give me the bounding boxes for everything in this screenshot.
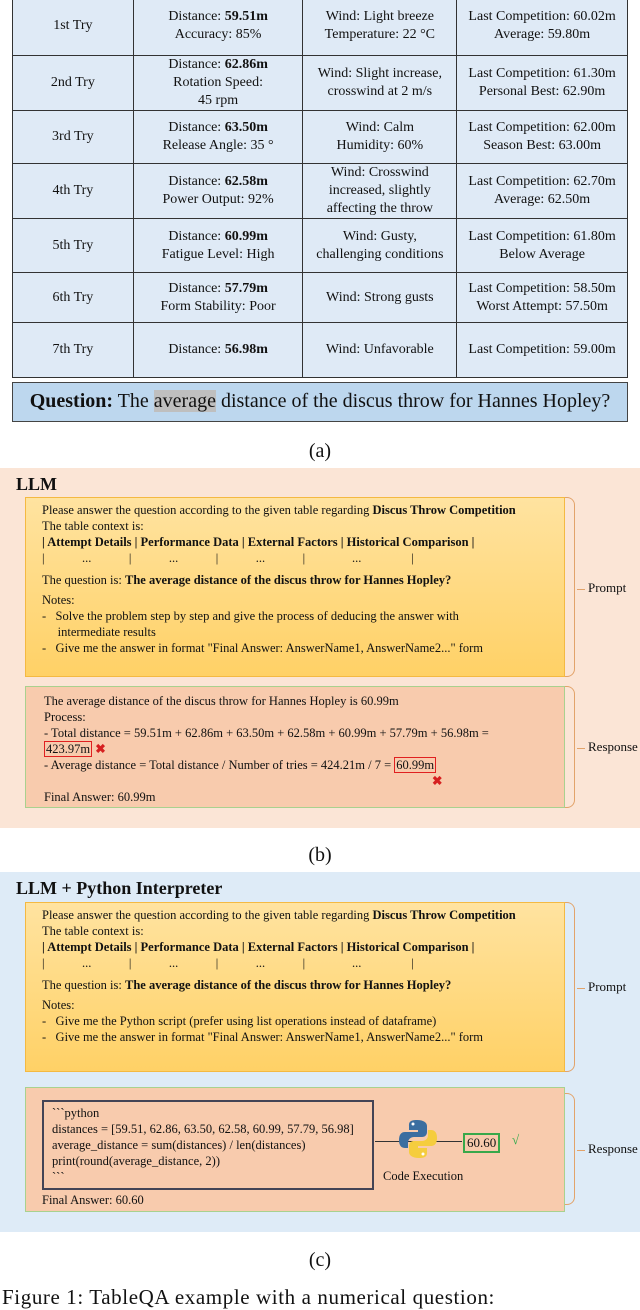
llm-title: LLM bbox=[16, 474, 58, 494]
cell-line: Wind: Strong gusts bbox=[326, 289, 434, 305]
cell-line: Humidity: 60% bbox=[336, 138, 424, 153]
external-cell bbox=[303, 219, 457, 273]
python-title: LLM + Python Interpreter bbox=[16, 878, 223, 898]
prompt-context: The table context is: bbox=[42, 519, 144, 533]
cell-line: Average: 62.50m bbox=[494, 192, 591, 207]
external-cell bbox=[303, 56, 457, 111]
cell-line: Personal Best: 62.90m bbox=[478, 84, 606, 99]
cell-line: Average: 59.80m bbox=[494, 27, 591, 42]
note-item: - Give me the Python script (prefer using list operations instead of dataframe) bbox=[42, 1014, 437, 1028]
cell-line: crosswind at 2 m/s bbox=[327, 84, 433, 99]
historical-cell bbox=[457, 273, 628, 323]
python-prompt-box bbox=[25, 902, 565, 1072]
performance-cell bbox=[133, 219, 303, 273]
cell-line: Fatigue Level: High bbox=[161, 246, 275, 262]
notes-label: Notes: bbox=[42, 998, 75, 1012]
prompt-intro: Please answer the question according to the given table regarding bbox=[42, 908, 373, 922]
cell-line: Power Output: 92% bbox=[162, 192, 274, 207]
distance-value: 62.86m bbox=[224, 57, 268, 72]
cell-line: Last Competition: 58.50m bbox=[468, 280, 616, 296]
distance-line bbox=[136, 119, 301, 137]
cell-line: Wind: Gusty, bbox=[342, 228, 417, 244]
llm-prompt-box bbox=[25, 497, 565, 677]
external-cell bbox=[303, 323, 457, 378]
code-line: ```python bbox=[52, 1106, 100, 1120]
historical-cell bbox=[457, 219, 628, 273]
cell-line: Below Average bbox=[499, 246, 585, 262]
external-cell bbox=[303, 111, 457, 164]
code-line: distances = [59.51, 62.86, 63.50, 62.58, 60.99, 57.79, 56.98] bbox=[52, 1122, 354, 1136]
highlighted-word: average bbox=[153, 390, 216, 412]
performance-cell bbox=[133, 56, 303, 111]
distance-label: Distance: bbox=[168, 228, 225, 244]
caption-a: (a) bbox=[308, 440, 332, 462]
historical-cell bbox=[457, 0, 628, 56]
cell-line: increased, slightly bbox=[328, 183, 431, 198]
final-answer: Final Answer: 60.60 bbox=[42, 1193, 144, 1207]
question-text: distance of the discus throw for Hannes Hopley? bbox=[215, 390, 611, 412]
performance-cell bbox=[133, 323, 303, 378]
cell-line: Last Competition: 61.80m bbox=[468, 228, 616, 244]
prompt-table-header: | Attempt Details | Performance Data | External Factors | Historical Comparison | bbox=[42, 940, 475, 954]
cell-line: Last Competition: 62.70m bbox=[468, 174, 616, 189]
cell-line: Rotation Speed: bbox=[173, 75, 263, 90]
distance-label: Distance: bbox=[168, 57, 225, 72]
note-item: - Give me the answer in format "Final Answer: AnswerName1, AnswerName2..." form bbox=[42, 1030, 484, 1044]
attempt-cell: 4th Try bbox=[13, 164, 134, 219]
performance-cell bbox=[133, 273, 303, 323]
attempt-cell: 7th Try bbox=[13, 323, 134, 378]
cell-line: Wind: Unfavorable bbox=[325, 342, 434, 357]
prompt-label: Prompt bbox=[577, 580, 626, 596]
distance-line bbox=[136, 56, 301, 74]
distance-line bbox=[136, 280, 301, 298]
cell-line: Release Angle: 35 ° bbox=[162, 138, 274, 153]
distance-line bbox=[136, 173, 301, 191]
distance-value: 57.79m bbox=[224, 280, 268, 296]
response-line: Process: bbox=[44, 710, 86, 724]
historical-cell bbox=[457, 56, 628, 111]
cell-line: 45 rpm bbox=[198, 93, 239, 108]
external-cell bbox=[303, 164, 457, 219]
prompt-context: The table context is: bbox=[42, 924, 144, 938]
cross-icon: ✖ bbox=[95, 742, 106, 756]
cell-line: Temperature: 22 °C bbox=[324, 27, 436, 42]
historical-cell bbox=[457, 111, 628, 164]
cell-line: Wind: Slight increase, bbox=[317, 66, 442, 81]
prompt-question: The average distance of the discus throw for Hannes Hopley? bbox=[124, 573, 452, 587]
prompt-question-label: The question is: bbox=[42, 573, 125, 587]
prompt-table-dots: | ... | ... | ... | ... | bbox=[42, 956, 414, 970]
distance-label: Distance: bbox=[168, 342, 225, 357]
prompt-brace bbox=[565, 497, 575, 677]
llm-response-box bbox=[25, 686, 565, 808]
notes-label: Notes: bbox=[42, 593, 75, 607]
question-box bbox=[12, 382, 628, 422]
python-code-block bbox=[42, 1100, 374, 1190]
cell-line: Accuracy: 85% bbox=[174, 27, 262, 42]
table-row bbox=[13, 219, 628, 273]
prompt-topic: Discus Throw Competition bbox=[372, 908, 516, 922]
attempt-cell: 1st Try bbox=[13, 0, 134, 56]
prompt-intro: Please answer the question according to the given table regarding bbox=[42, 503, 373, 517]
prompt-topic: Discus Throw Competition bbox=[372, 503, 516, 517]
cell-line: Wind: Calm bbox=[345, 120, 414, 135]
table-row bbox=[13, 56, 628, 111]
prompt-question: The average distance of the discus throw for Hannes Hopley? bbox=[124, 978, 452, 992]
distance-value: 63.50m bbox=[224, 120, 268, 135]
prompt-question-label: The question is: bbox=[42, 978, 125, 992]
wrong-average: 60.99m bbox=[396, 758, 435, 772]
response-line: The average distance of the discus throw for Hannes Hopley is 60.99m bbox=[44, 694, 399, 708]
historical-cell bbox=[457, 323, 628, 378]
attempt-cell: 6th Try bbox=[13, 273, 134, 323]
note-item: - Give me the answer in format "Final Answer: AnswerName1, AnswerName2..." form bbox=[42, 641, 484, 655]
performance-cell bbox=[133, 111, 303, 164]
prompt-label: Prompt bbox=[577, 979, 626, 995]
distance-value: 60.99m bbox=[224, 228, 268, 244]
cell-line: Wind: Crosswind bbox=[330, 165, 429, 180]
attempt-cell: 5th Try bbox=[13, 219, 134, 273]
performance-cell bbox=[133, 0, 303, 56]
caption-b: (b) bbox=[308, 844, 332, 866]
final-answer: Final Answer: 60.99m bbox=[44, 790, 156, 804]
cell-line: Worst Attempt: 57.50m bbox=[476, 298, 608, 314]
response-brace bbox=[565, 1093, 575, 1205]
distance-value: 56.98m bbox=[224, 342, 268, 357]
table-row bbox=[13, 273, 628, 323]
table-row bbox=[13, 323, 628, 378]
code-line: ``` bbox=[52, 1170, 65, 1184]
cell-line: Last Competition: 61.30m bbox=[468, 66, 616, 81]
wrong-total: 423.97m bbox=[46, 742, 91, 756]
attempt-cell: 3rd Try bbox=[13, 111, 134, 164]
attempts-table bbox=[12, 0, 628, 378]
question-text: The bbox=[113, 390, 154, 412]
figure-caption: Figure 1: TableQA example with a numerical question: bbox=[2, 1285, 495, 1309]
distance-line bbox=[136, 341, 301, 359]
cell-line: Season Best: 63.00m bbox=[483, 138, 602, 153]
response-line: - Average distance = Total distance / Number of tries = 424.21m / 7 = bbox=[44, 758, 395, 772]
distance-value: 59.51m bbox=[224, 9, 268, 24]
prompt-table-dots: | ... | ... | ... | ... | bbox=[42, 551, 414, 565]
distance-label: Distance: bbox=[168, 280, 225, 296]
python-logo-icon bbox=[398, 1118, 438, 1160]
execution-result: 60.60 bbox=[463, 1133, 500, 1153]
code-line: average_distance = sum(distances) / len(distances) bbox=[52, 1138, 306, 1152]
distance-value: 62.58m bbox=[224, 174, 268, 189]
distance-label: Distance: bbox=[168, 120, 225, 135]
code-execution-label: Code Execution bbox=[383, 1169, 464, 1183]
cell-line: Wind: Light breeze bbox=[325, 9, 434, 24]
question-label: Question: bbox=[29, 390, 114, 412]
distance-line bbox=[136, 228, 301, 246]
distance-label: Distance: bbox=[168, 9, 225, 24]
caption-c: (c) bbox=[308, 1249, 332, 1271]
cell-line: Form Stability: Poor bbox=[160, 298, 276, 314]
cell-line: Last Competition: 59.00m bbox=[468, 342, 616, 357]
external-cell bbox=[303, 0, 457, 56]
cell-line: affecting the throw bbox=[326, 201, 433, 216]
performance-cell bbox=[133, 164, 303, 219]
cell-line: Last Competition: 62.00m bbox=[468, 120, 616, 135]
note-item: intermediate results bbox=[42, 625, 156, 639]
attempt-cell: 2nd Try bbox=[13, 56, 134, 111]
cross-icon: ✖ bbox=[432, 774, 443, 788]
external-cell bbox=[303, 273, 457, 323]
prompt-brace bbox=[565, 902, 575, 1072]
response-label: Response bbox=[577, 739, 638, 755]
table-row bbox=[13, 164, 628, 219]
distance-label: Distance: bbox=[168, 174, 225, 189]
code-line: print(round(average_distance, 2)) bbox=[52, 1154, 220, 1168]
check-icon: √ bbox=[512, 1132, 520, 1147]
note-item: - Solve the problem step by step and give the process of deducing the answer with bbox=[42, 609, 459, 623]
response-line: - Total distance = 59.51m + 62.86m + 63.50m + 62.58m + 60.99m + 57.79m + 56.98m = bbox=[44, 726, 489, 740]
distance-line bbox=[136, 8, 301, 26]
table-row bbox=[13, 111, 628, 164]
response-label: Response bbox=[577, 1141, 638, 1157]
cell-line: Last Competition: 60.02m bbox=[468, 9, 616, 24]
prompt-table-header: | Attempt Details | Performance Data | External Factors | Historical Comparison | bbox=[42, 535, 475, 549]
table-row bbox=[13, 0, 628, 56]
historical-cell bbox=[457, 164, 628, 219]
response-brace bbox=[565, 686, 575, 808]
cell-line: challenging conditions bbox=[316, 246, 444, 262]
